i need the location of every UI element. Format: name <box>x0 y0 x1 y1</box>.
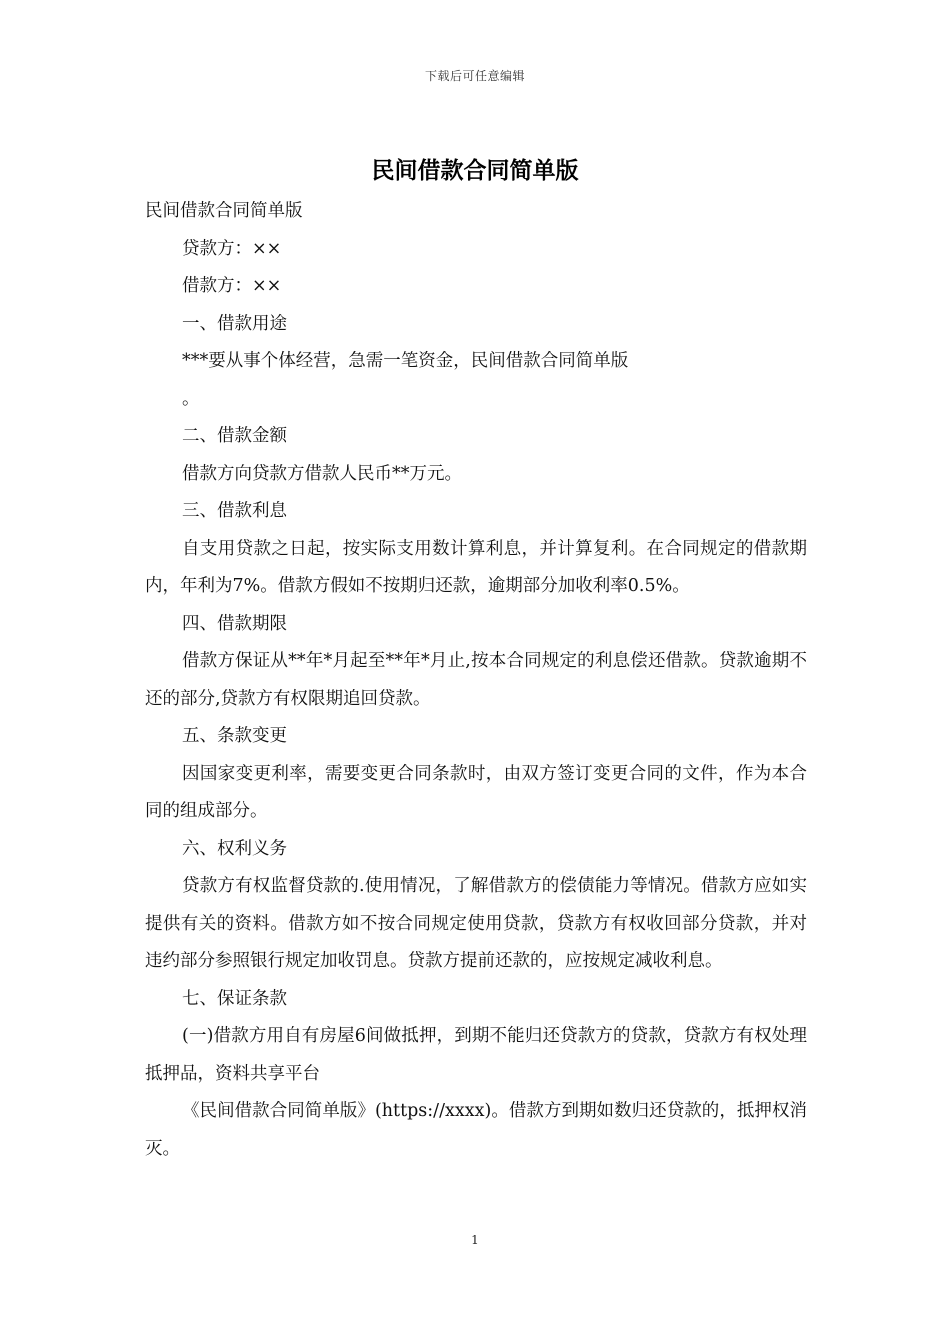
section-heading-rights: 六、权利义务 <box>182 838 287 859</box>
paragraph-guarantee-1: (一)借款方用自有房屋6间做抵押，到期不能归还贷款方的贷款，贷款方有权处理抵押品，资料共享平台 <box>145 1026 807 1084</box>
paragraph-interest: 自支用贷款之日起，按实际支用数计算利息，并计算复利。在合同规定的借款期内，年利为7%。借款方假如不按期归还款，逾期部分加收利率0.5%。 <box>145 538 807 596</box>
header-note: 下载后可任意编辑 <box>424 69 525 83</box>
paragraph-subtitle: 民间借款合同简单版 <box>145 201 303 221</box>
paragraph-rights: 贷款方有权监督贷款的.使用情况，了解借款方的偿债能力等情况。借款方应如实提供有关的资料。借款方如不按合同规定使用贷款，贷款方有权收回部分贷款，并对违约部分参照银行规定加收罚息。贷款方提前还款的，应按规定减收利息。 <box>145 876 807 971</box>
paragraph-borrower: 借款方：×× <box>182 276 282 296</box>
section-heading-guarantee: 七、保证条款 <box>182 988 287 1009</box>
section-heading-term: 四、借款期限 <box>182 613 287 634</box>
page-number: 1 <box>471 1233 479 1247</box>
paragraph-guarantee-2: 《民间借款合同简单版》(https://xxxx)。借款方到期如数归还贷款的，抵押权消灭。 <box>145 1101 807 1159</box>
paragraph-purpose-end: 。 <box>182 388 200 409</box>
section-heading-purpose: 一、借款用途 <box>182 313 287 334</box>
document-title: 民间借款合同简单版 <box>371 158 579 184</box>
section-heading-changes: 五、条款变更 <box>182 726 287 746</box>
paragraph-amount: 借款方向贷款方借款人民币**万元。 <box>182 463 462 484</box>
document-body <box>145 193 807 1168</box>
paragraph-lender: 贷款方：×× <box>182 238 282 259</box>
section-heading-amount: 二、借款金额 <box>182 426 287 446</box>
section-heading-interest: 三、借款利息 <box>182 501 287 521</box>
paragraph-purpose: ***要从事个体经营，急需一笔资金，民间借款合同简单版 <box>182 351 629 371</box>
paragraph-changes: 因国家变更利率，需要变更合同条款时，由双方签订变更合同的文件，作为本合同的组成部分。 <box>145 763 807 821</box>
paragraph-term: 借款方保证从**年*月起至**年*月止,按本合同规定的利息偿还借款。贷款逾期不还的部分,贷款方有权限期追回贷款。 <box>145 651 807 709</box>
